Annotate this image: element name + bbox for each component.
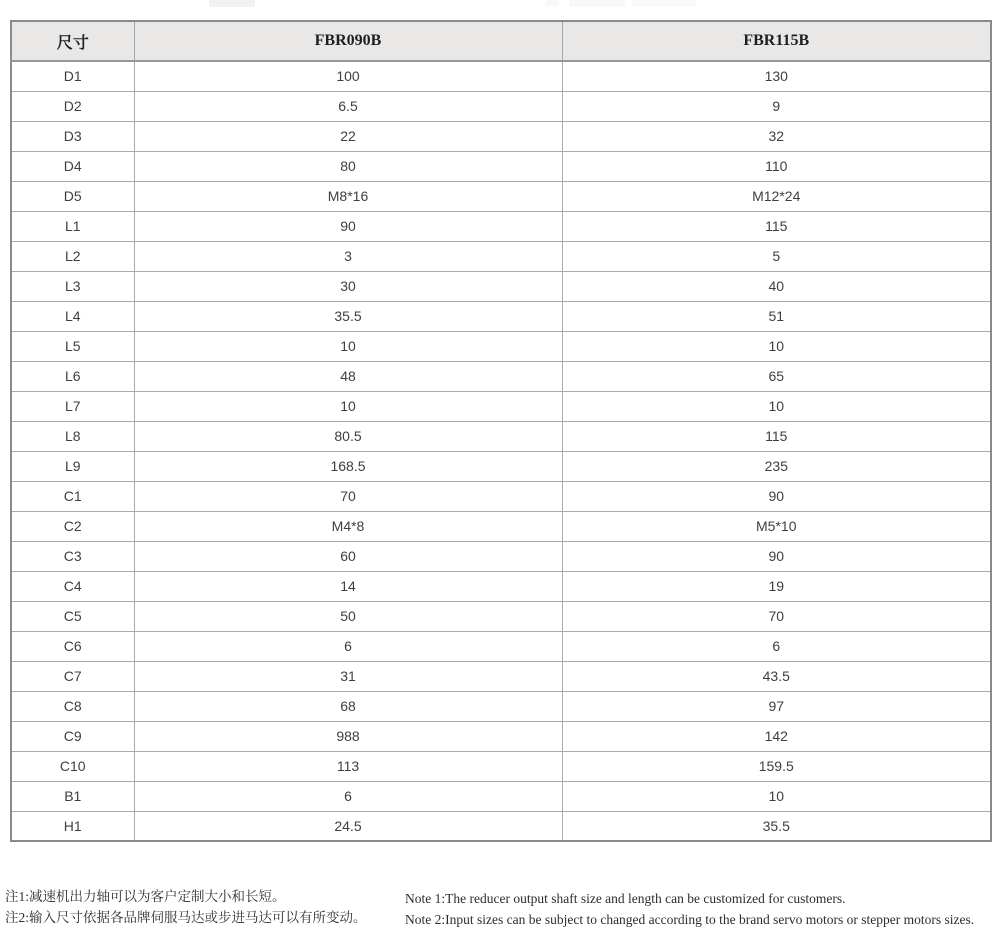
dimension-value-cell: 10 — [134, 391, 562, 421]
dimension-value-cell: 5 — [562, 241, 991, 271]
dimension-value-cell: 10 — [562, 781, 991, 811]
dimension-value-cell: 80 — [134, 151, 562, 181]
table-row — [11, 751, 991, 781]
dimension-value-cell: 90 — [562, 541, 991, 571]
dimension-value-cell: 6 — [134, 781, 562, 811]
dimension-label-cell: C3 — [11, 541, 134, 571]
dimension-value-cell: 14 — [134, 571, 562, 601]
dimension-value-cell: 6.5 — [134, 91, 562, 121]
dimension-value-cell: 110 — [562, 151, 991, 181]
dimension-value-cell: 35.5 — [562, 811, 991, 841]
dimension-value-cell: 30 — [134, 271, 562, 301]
dimension-label-cell: C1 — [11, 481, 134, 511]
dimension-value-cell: M12*24 — [562, 181, 991, 211]
dimension-label-cell: C8 — [11, 691, 134, 721]
dimension-value-cell: M4*8 — [134, 511, 562, 541]
dimension-value-cell: 10 — [562, 391, 991, 421]
table-row — [11, 661, 991, 691]
dimension-label-cell: L7 — [11, 391, 134, 421]
table-row — [11, 151, 991, 181]
dimension-value-cell: 80.5 — [134, 421, 562, 451]
dimension-value-cell: 113 — [134, 751, 562, 781]
dimension-value-cell: 6 — [134, 631, 562, 661]
dimension-label-cell: C7 — [11, 661, 134, 691]
dimension-value-cell: 115 — [562, 211, 991, 241]
footnote-cn-line1: 注1:减速机出力轴可以为客户定制大小和长短。 — [5, 889, 286, 904]
dimension-value-cell: 159.5 — [562, 751, 991, 781]
dimension-label-cell: D2 — [11, 91, 134, 121]
dimension-label-cell: L5 — [11, 331, 134, 361]
dimension-value-cell: 50 — [134, 601, 562, 631]
dimension-label-cell: D5 — [11, 181, 134, 211]
dimension-value-cell: 3 — [134, 241, 562, 271]
footnote-en-line2: Note 2:Input sizes can be subject to changed according to the brand servo motors or stepper motors sizes. — [405, 912, 975, 927]
dimension-value-cell: 43.5 — [562, 661, 991, 691]
dimension-value-cell: M8*16 — [134, 181, 562, 211]
dimension-value-cell: 70 — [134, 481, 562, 511]
dimension-label-cell: H1 — [11, 811, 134, 841]
dimension-value-cell: 60 — [134, 541, 562, 571]
dimension-value-cell: 115 — [562, 421, 991, 451]
cropped-content-artifact — [546, 0, 559, 6]
dimension-value-cell: 10 — [134, 331, 562, 361]
cropped-content-artifact — [632, 0, 696, 7]
dimension-label-cell: L6 — [11, 361, 134, 391]
dimension-value-cell: 10 — [562, 331, 991, 361]
dimension-value-cell: 31 — [134, 661, 562, 691]
dimension-value-cell: 6 — [562, 631, 991, 661]
column-header-fbr090b: FBR090B — [134, 21, 562, 61]
table-row — [11, 241, 991, 271]
dimension-label-cell: L8 — [11, 421, 134, 451]
dimension-value-cell: 24.5 — [134, 811, 562, 841]
table-row — [11, 571, 991, 601]
dimension-label-cell: L2 — [11, 241, 134, 271]
dimension-label-cell: C6 — [11, 631, 134, 661]
dimension-value-cell: 130 — [562, 61, 991, 91]
footnote-chinese — [5, 886, 367, 928]
dimension-value-cell: M5*10 — [562, 511, 991, 541]
dimension-label-cell: D1 — [11, 61, 134, 91]
table-row — [11, 271, 991, 301]
dimension-label-cell: C2 — [11, 511, 134, 541]
dimension-value-cell: 235 — [562, 451, 991, 481]
dimension-value-cell: 48 — [134, 361, 562, 391]
table-row — [11, 121, 991, 151]
cropped-content-artifact — [569, 0, 625, 7]
dimension-value-cell: 100 — [134, 61, 562, 91]
table-row — [11, 181, 991, 211]
table-row — [11, 451, 991, 481]
dimension-label-cell: C9 — [11, 721, 134, 751]
table-row — [11, 481, 991, 511]
dimension-label-cell: C4 — [11, 571, 134, 601]
dimension-label-cell: L3 — [11, 271, 134, 301]
dimension-value-cell: 35.5 — [134, 301, 562, 331]
dimension-value-cell: 90 — [134, 211, 562, 241]
table-row — [11, 631, 991, 661]
table-header-row — [11, 21, 991, 61]
dimension-value-cell: 32 — [562, 121, 991, 151]
table-row — [11, 61, 991, 91]
dimension-value-cell: 51 — [562, 301, 991, 331]
dimension-label-cell: D3 — [11, 121, 134, 151]
table-row — [11, 91, 991, 121]
dimension-value-cell: 19 — [562, 571, 991, 601]
table-row — [11, 421, 991, 451]
dimension-value-cell: 65 — [562, 361, 991, 391]
dimension-value-cell: 90 — [562, 481, 991, 511]
dimension-label-cell: L4 — [11, 301, 134, 331]
spec-table-body — [11, 61, 991, 841]
footnote-cn-line2: 注2:输入尺寸依据各品牌伺服马达或步进马达可以有所变动。 — [5, 910, 367, 925]
table-row — [11, 541, 991, 571]
dimension-label-cell: C10 — [11, 751, 134, 781]
table-row — [11, 391, 991, 421]
dimension-label-cell: C5 — [11, 601, 134, 631]
column-header-fbr115b: FBR115B — [562, 21, 991, 61]
cropped-content-artifact — [209, 0, 255, 7]
dimension-value-cell: 168.5 — [134, 451, 562, 481]
dimension-value-cell: 142 — [562, 721, 991, 751]
dimension-label-cell: L1 — [11, 211, 134, 241]
dimension-label-cell: B1 — [11, 781, 134, 811]
footnote-en-line1: Note 1:The reducer output shaft size and length can be customized for customers. — [405, 891, 846, 906]
dimension-label-cell: D4 — [11, 151, 134, 181]
table-row — [11, 601, 991, 631]
table-row — [11, 721, 991, 751]
dimension-value-cell: 97 — [562, 691, 991, 721]
dimension-spec-table — [10, 20, 992, 842]
table-row — [11, 211, 991, 241]
dimension-value-cell: 68 — [134, 691, 562, 721]
dimension-value-cell: 988 — [134, 721, 562, 751]
table-row — [11, 691, 991, 721]
table-row — [11, 301, 991, 331]
dimension-value-cell: 22 — [134, 121, 562, 151]
table-row — [11, 811, 991, 841]
footnote-english — [405, 888, 974, 930]
table-row — [11, 511, 991, 541]
table-row — [11, 781, 991, 811]
dimension-value-cell: 70 — [562, 601, 991, 631]
dimension-value-cell: 9 — [562, 91, 991, 121]
dimension-value-cell: 40 — [562, 271, 991, 301]
table-row — [11, 361, 991, 391]
column-header-size: 尺寸 — [11, 21, 134, 61]
table-row — [11, 331, 991, 361]
dimension-label-cell: L9 — [11, 451, 134, 481]
